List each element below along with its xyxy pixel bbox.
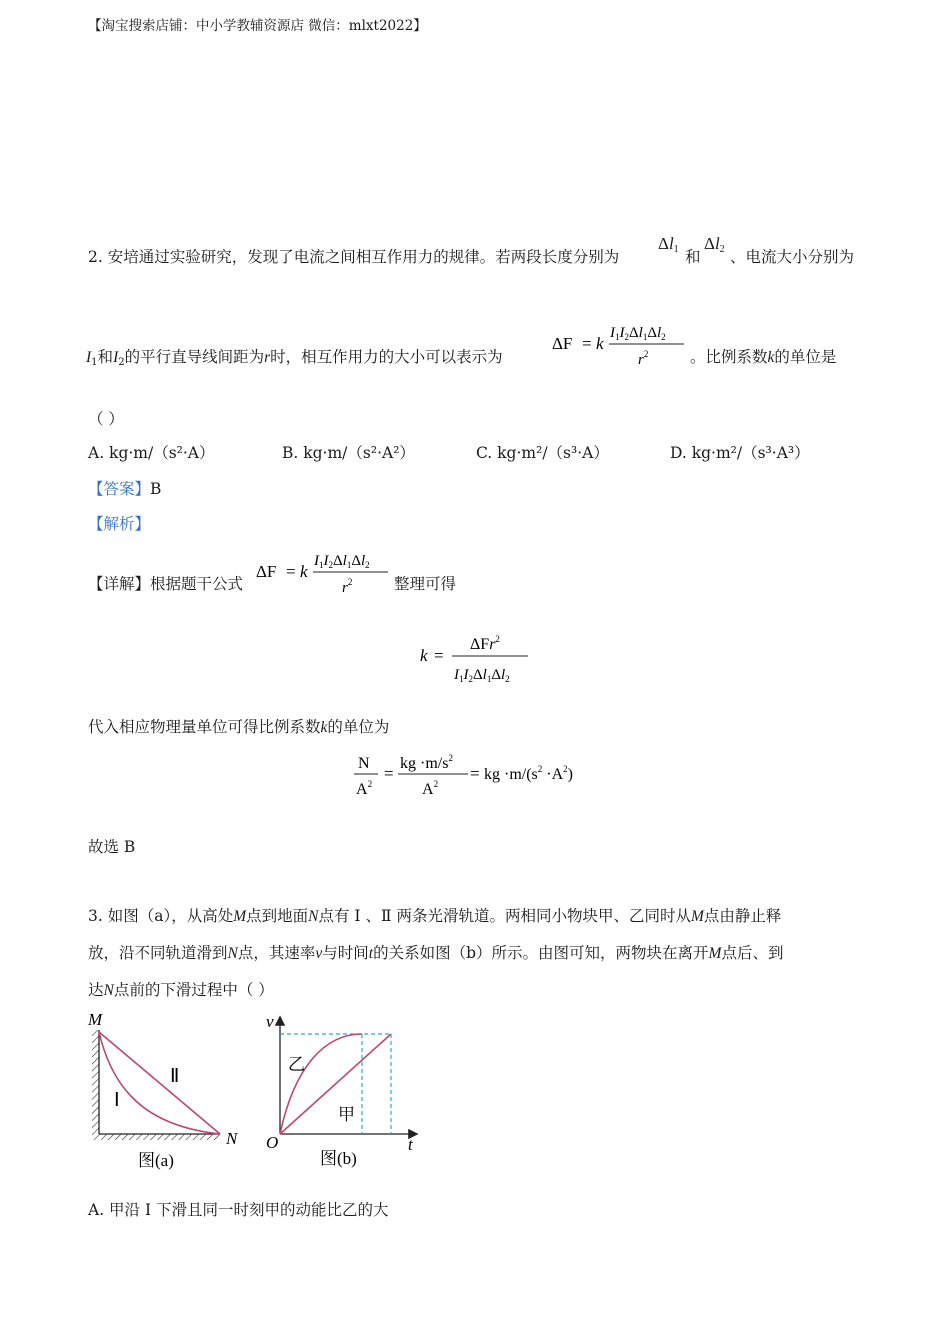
q2-option-c: C. kg·m²/（s³·A）: [476, 444, 609, 462]
q2-and: 和: [685, 248, 701, 266]
label-track-I: Ⅰ: [114, 1090, 120, 1111]
delta-l1: $\Delta l_1$: [658, 234, 679, 255]
svg-text:k: k: [596, 334, 604, 353]
k-formula: [418, 628, 538, 688]
detail-suffix: 整理可得: [394, 575, 457, 593]
q3-option-a: A. 甲沿 Ⅰ 下滑且同一时刻甲的动能比乙的大: [88, 1201, 389, 1219]
svg-text:=: =: [384, 764, 394, 783]
q2-option-d: D. kg·m²/（s³·A³）: [670, 444, 810, 462]
q2-line1-prefix: 2. 安培通过实验研究，发现了电流之间相互作用力的规律。若两段长度分别为: [88, 248, 620, 266]
q2-option-b: B. kg·m/（s²·A²）: [282, 444, 415, 462]
svg-text:ΔF: ΔF: [256, 562, 277, 581]
answer-line: [88, 479, 161, 499]
label-v: v: [266, 1012, 274, 1031]
svg-text:ΔF: ΔF: [552, 334, 573, 353]
label-yi: 乙: [288, 1055, 305, 1074]
svg-text:=: =: [434, 646, 444, 665]
q3-line2: 放，沿不同轨道滑到N点，其速率v与时间t的关系如图（b）所示。由图可知，两物块在离开M点后、到: [88, 944, 784, 962]
svg-text:I1I2Δl1Δl2: $I_1I_2\Delta l_1\Delta l_2$: [454, 667, 510, 684]
track-II: [99, 1032, 220, 1134]
label-O: O: [266, 1133, 279, 1152]
svg-text:A2: $A^2$: [422, 779, 439, 798]
svg-text:I1I2Δl1Δl2: $I_1I_2\Delta l_1\Delta l_2$: [610, 325, 666, 342]
force-formula: [550, 316, 690, 372]
svg-text:I1I2Δl1Δl2: $I_1I_2\Delta l_1\Delta l_2$: [314, 553, 370, 570]
q2-line2-left: $I_1$和$I_2$的平行直导线间距为r时，相互作用力的大小可以表示为: [86, 348, 503, 368]
caption-a: 图(a): [138, 1151, 174, 1170]
units-formula: [352, 748, 612, 804]
q2-line1: [88, 247, 619, 267]
q3-line1: 3. 如图（a），从高处M点到地面N点有 Ⅰ 、Ⅱ 两条光滑轨道。两相同小物块甲、乙同时从M点由静止释: [88, 907, 782, 925]
svg-text:k: k: [300, 562, 308, 581]
q2-option-a: A. kg·m/（s²·A）: [88, 444, 215, 462]
label-N: N: [226, 1129, 238, 1148]
figure-a: [84, 1008, 254, 1173]
delta-l2: $\Delta l_2$: [704, 234, 725, 255]
figure-b: [258, 1008, 428, 1173]
svg-text:A2: $A^2$: [356, 779, 373, 798]
svg-text:=: =: [470, 764, 480, 783]
svg-text:=: =: [582, 334, 592, 353]
units-intro: 代入相应物理量单位可得比例系数k的单位为: [88, 718, 390, 736]
label-M: M: [88, 1010, 103, 1029]
q3-line3: 达N点前的下滑过程中（ ）: [88, 981, 274, 999]
label-track-II: Ⅱ: [170, 1066, 180, 1087]
wall-hatch: [92, 1030, 99, 1134]
label-jia: 甲: [338, 1105, 355, 1124]
svg-text:N: N: [358, 755, 370, 772]
label-t: t: [408, 1135, 413, 1154]
detail-formula: [254, 544, 394, 600]
answer-value: B: [150, 480, 162, 498]
q2-answer-blank: （ ）: [88, 410, 124, 428]
q2-line2-right: 。比例系数k的单位是: [690, 348, 837, 366]
svg-text:kg ·m/(s2 ·A2): kg $\cdot m/(s^2 \cdot A^2)$: [484, 764, 573, 783]
conclusion: 故选 B: [88, 838, 136, 856]
analysis-tag: 【解析】: [88, 515, 151, 533]
shop-header: 【淘宝搜索店铺：中小学教辅资源店 微信：mlxt2022】: [88, 18, 427, 34]
caption-b: 图(b): [320, 1149, 357, 1168]
svg-text:r2: $r^2$: [342, 577, 353, 596]
svg-text:k: k: [420, 646, 428, 665]
svg-text:=: =: [286, 562, 296, 581]
answer-tag: 【答案】: [88, 480, 151, 498]
svg-text:ΔFr2: ΔFr$^2$: [470, 634, 500, 653]
detail-prefix: 【详解】根据题干公式: [88, 575, 244, 593]
ground-hatch: [92, 1134, 220, 1140]
q2-line1-suffix: 、电流大小分别为: [730, 248, 855, 266]
svg-text:r2: $r^2$: [638, 349, 649, 368]
svg-text:kg ·m/s2: kg $\cdot m/s^2$: [400, 753, 453, 772]
